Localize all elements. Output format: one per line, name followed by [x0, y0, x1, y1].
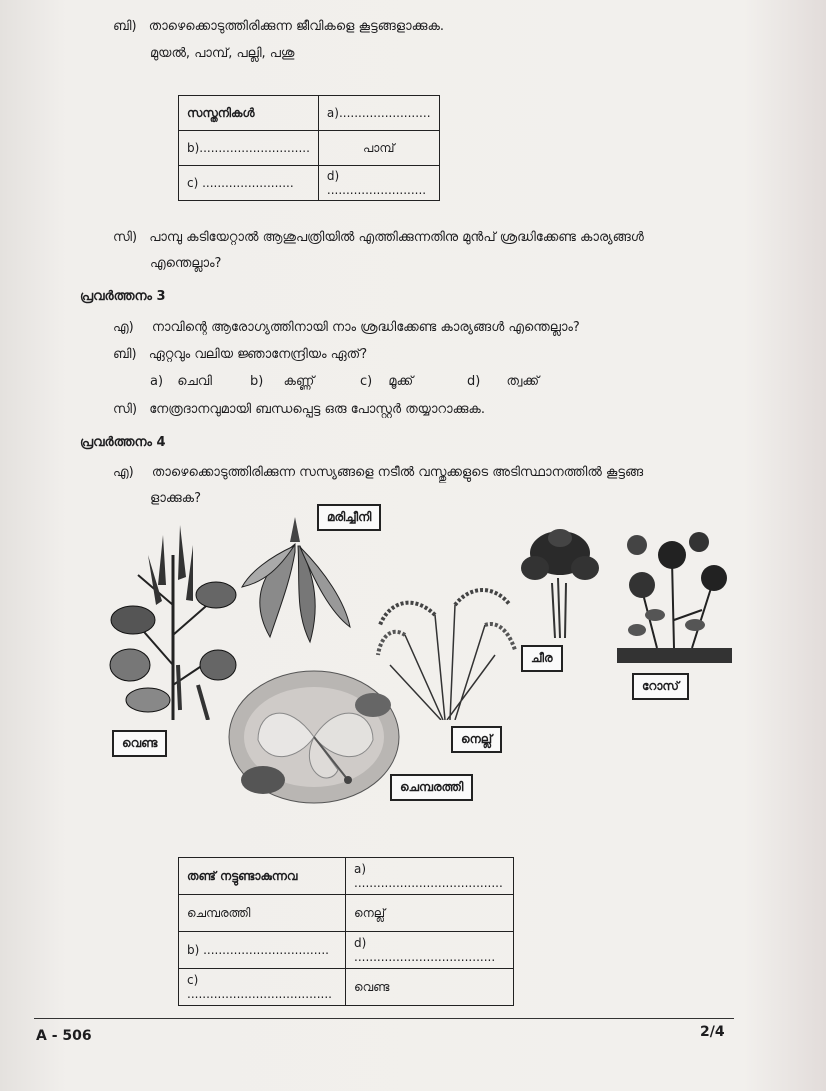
question-4a	[113, 465, 643, 480]
option-c	[360, 374, 413, 389]
question-text-cont: ളാക്കുക?	[150, 491, 201, 506]
label-hibiscus: ചെമ്പരത്തി	[390, 774, 473, 801]
planting-material-table	[178, 857, 514, 1006]
table-cell: സസ്തനികൾ	[179, 96, 319, 131]
option-d	[467, 374, 539, 389]
animal-list: മുയൽ, പാമ്പ്, പല്ലി, പശു	[150, 46, 295, 61]
label-okra: വെണ്ട	[112, 730, 167, 757]
table-cell: b).............................	[179, 131, 319, 166]
table-cell: പാമ്പ്	[318, 131, 439, 166]
option-key: c)	[360, 374, 373, 389]
option-b	[250, 374, 314, 389]
question-3a	[113, 320, 580, 335]
question-text: പാമ്പു കടിയേറ്റാൽ ആശുപത്രിയിൽ എത്തിക്കുന്നതിനു മുൻപ് ശ്രദ്ധിക്കേണ്ട കാര്യങ്ങൾ	[149, 230, 644, 245]
table-cell: നെല്ല്	[346, 895, 514, 932]
option-key: d)	[467, 374, 481, 389]
option-text: ത്വക്ക്	[506, 374, 540, 389]
question-label: എ)	[113, 320, 134, 335]
activity-4-heading: പ്രവർത്തനം 4	[80, 435, 166, 450]
table-cell: d) .....................................	[346, 932, 514, 969]
label-tapioca: മരിച്ചീനി	[317, 504, 381, 531]
question-3c	[113, 402, 485, 417]
footer-divider	[34, 1018, 734, 1019]
table-cell: c) ........................	[179, 166, 319, 201]
question-text: താഴെക്കൊടുത്തിരിക്കുന്ന ജീവികളെ കൂട്ടങ്ങളാക്കുക.	[148, 19, 444, 34]
page-number: 2/4	[700, 1024, 725, 1040]
table-cell: വെണ്ട	[346, 969, 514, 1006]
question-2b	[113, 19, 444, 34]
question-text: ഏറ്റവും വലിയ ജ്ഞാനേന്ദ്രിയം ഏത്?	[148, 347, 368, 362]
question-label: ബി)	[113, 347, 137, 362]
label-rice: നെല്ല്	[451, 726, 502, 753]
table-cell: d) ..........................	[318, 166, 439, 201]
question-label: എ)	[113, 465, 134, 480]
table-cell: a) .......................................	[346, 858, 514, 895]
paper-code: A - 506	[36, 1028, 92, 1044]
question-text: നേത്രദാനവുമായി ബന്ധപ്പെട്ട ഒരു പോസ്റ്റർ തയ്യാറാക്കുക.	[149, 402, 485, 417]
question-label: സി)	[113, 402, 138, 417]
option-a	[150, 374, 212, 389]
option-text: മൂക്ക്	[388, 374, 414, 389]
animal-classification-table	[178, 95, 440, 201]
question-3b	[113, 347, 367, 362]
question-2c	[113, 230, 644, 245]
option-key: a)	[150, 374, 164, 389]
question-label: ബി)	[113, 19, 137, 34]
tapioca-illustration	[240, 512, 355, 647]
table-cell: തണ്ട് നട്ടുണ്ടാകുന്നവ	[179, 858, 346, 895]
hibiscus-illustration	[228, 670, 400, 805]
option-key: b)	[250, 374, 264, 389]
option-text: ചെവി	[177, 374, 212, 389]
table-cell: a)........................	[318, 96, 439, 131]
okra-plant-illustration	[108, 515, 238, 720]
spinach-illustration	[520, 528, 600, 638]
label-spinach: ചീര	[521, 645, 563, 672]
rose-plant-illustration	[617, 530, 732, 665]
question-label: സി)	[113, 230, 138, 245]
activity-3-heading: പ്രവർത്തനം 3	[80, 289, 166, 304]
label-rose: റോസ്	[632, 673, 689, 700]
option-text: കണ്ണ്	[283, 374, 315, 389]
question-text: താഴെക്കൊടുത്തിരിക്കുന്ന സസ്യങ്ങളെ നടീൽ വസ്തുക്കളുടെ അടിസ്ഥാനത്തിൽ കൂട്ടങ്ങ	[151, 465, 644, 480]
table-cell: c) ......................................	[179, 969, 346, 1006]
question-text-cont: എന്തെല്ലാം?	[150, 256, 222, 271]
table-cell: b) .................................	[179, 932, 346, 969]
table-cell: ചെമ്പരത്തി	[179, 895, 346, 932]
question-text: നാവിന്റെ ആരോഗ്യത്തിനായി നാം ശ്രദ്ധിക്കേണ്ട കാര്യങ്ങൾ എന്തെല്ലാം?	[151, 320, 580, 335]
